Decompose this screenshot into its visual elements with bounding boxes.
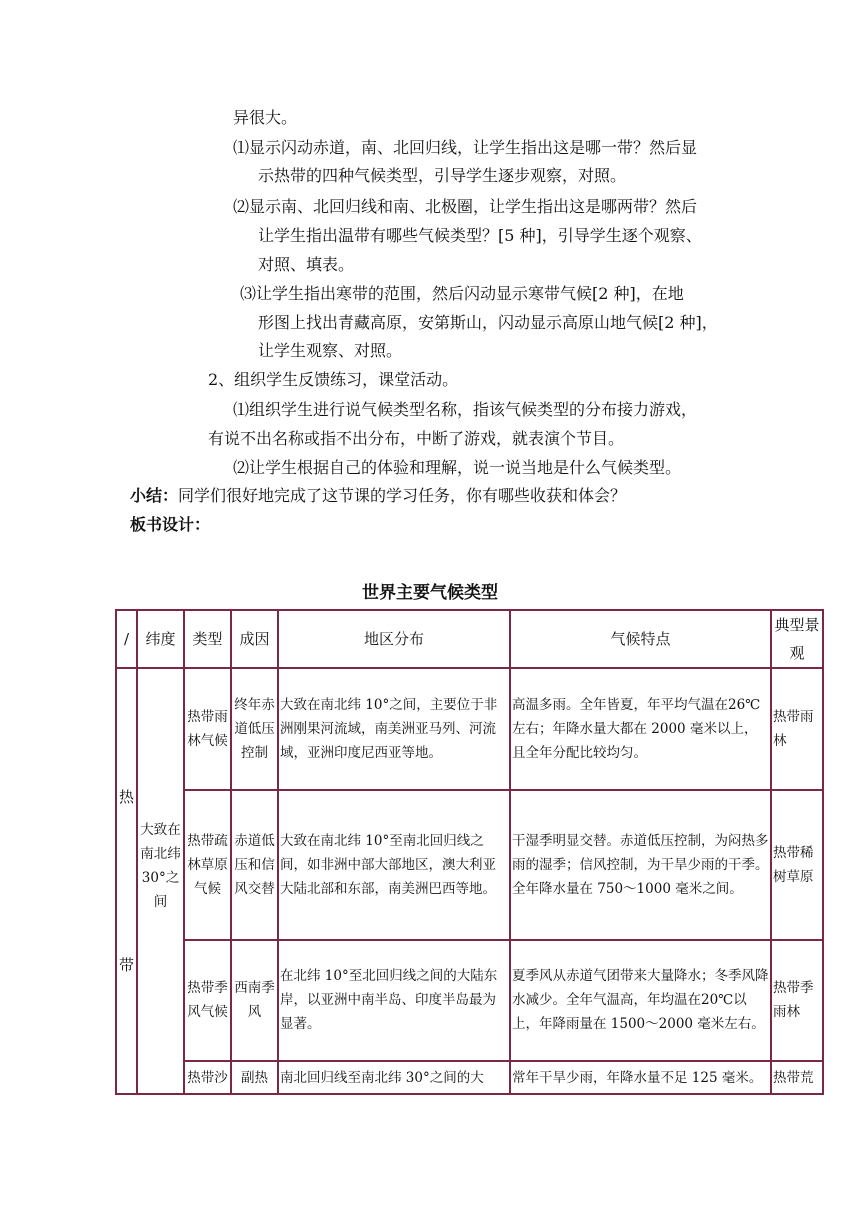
row-features: 夏季风从赤道气团带来大量降水；冬季风降水减少。全年气温高，年均温在20℃以上，年降雨量在 1500～2000 毫米左右。 [510, 940, 771, 1061]
table-row [116, 1061, 823, 1094]
zone-latitude-text: 大致在南北纬30°之间 [140, 822, 181, 910]
table-header-row [116, 610, 823, 668]
row-type: 热带季风气候 [184, 940, 231, 1061]
header-latitude: 纬度 [137, 610, 184, 668]
climate-table [115, 609, 824, 1095]
header-region: 地区分布 [278, 610, 510, 668]
header-cause: 成因 [231, 610, 278, 668]
body-line: 对照、填表。 [258, 255, 355, 274]
header-features: 气候特点 [510, 610, 771, 668]
zone-label-second: 带 [118, 956, 134, 974]
body-line: ⑶让学生指出寒带的范围，然后闪动显示寒带气候[2 种]，在地 [240, 284, 684, 303]
body-line: 2、组织学生反馈练习，课堂活动。 [208, 370, 459, 389]
row-cause: 赤道低压和信风交替 [231, 790, 278, 939]
climate-zone-label [116, 668, 137, 1094]
row-landscape: 热带季雨林 [771, 940, 823, 1061]
header-type: 类型 [184, 610, 231, 668]
zone-latitude [137, 668, 184, 1094]
table-row [116, 940, 823, 1061]
row-landscape: 热带荒 [771, 1061, 823, 1094]
row-type: 热带沙 [184, 1061, 231, 1094]
body-line: ⑴组织学生进行说气候类型名称，指该气候类型的分布接力游戏， [233, 400, 698, 419]
summary-text: 同学们很好地完成了这节课的学习任务，你有哪些收获和体会？ [178, 486, 627, 505]
header-slash: / [116, 610, 137, 668]
body-line: 示热带的四种气候类型，引导学生逐步观察，对照。 [258, 166, 627, 185]
row-region: 大致在南北纬 10°至南北回归线之间，如非洲中部大部地区，澳大利亚大陆北部和东部，南美洲巴西等地。 [278, 790, 510, 939]
zone-label-first: 热 [118, 788, 134, 806]
board-design-label: 板书设计： [130, 515, 211, 534]
body-line: 让学生观察、对照。 [258, 341, 403, 360]
body-line: ⑵让学生根据自己的体验和理解，说一说当地是什么气候类型。 [233, 458, 682, 477]
row-landscape: 热带雨林 [771, 668, 823, 790]
row-region: 南北回归线至南北纬 30°之间的大 [278, 1061, 510, 1094]
row-features: 高温多雨。全年皆夏，年平均气温在26℃左右；年降水量大都在 2000 毫米以上，且全年分配比较均匀。 [510, 668, 771, 790]
row-type: 热带疏林草原气候 [184, 790, 231, 939]
row-features: 常年干旱少雨，年降水量不足 125 毫米。 [510, 1061, 771, 1094]
body-line: 异很大。 [233, 108, 298, 127]
row-region: 在北纬 10°至北回归线之间的大陆东岸，以亚洲中南半岛、印度半岛最为显著。 [278, 940, 510, 1061]
body-line: ⑴显示闪动赤道，南、北回归线，让学生指出这是哪一带？然后显 [233, 138, 698, 157]
row-cause: 终年赤道低压控制 [231, 668, 278, 790]
row-cause: 副热 [231, 1061, 278, 1094]
table-row [116, 790, 823, 939]
table-row [116, 668, 823, 790]
row-type: 热带雨林气候 [184, 668, 231, 790]
table-title: 世界主要气候类型 [362, 583, 498, 603]
body-line: 有说不出名称或指不出分布，中断了游戏，就表演个节目。 [208, 429, 625, 448]
row-cause: 西南季风 [231, 940, 278, 1061]
row-region: 大致在南北纬 10°之间，主要位于非洲刚果河流域，南美洲亚马列、河流域，亚洲印度尼西亚等地。 [278, 668, 510, 790]
summary-label: 小结： [130, 486, 179, 505]
header-landscape: 典型景观 [771, 610, 823, 668]
body-line: ⑵显示南、北回归线和南、北极圈，让学生指出这是哪两带？然后 [233, 197, 698, 216]
row-features: 干湿季明显交替。赤道低压控制，为闷热多雨的湿季；信风控制，为干旱少雨的干季。全年降水量在 750～1000 毫米之间。 [510, 790, 771, 939]
row-landscape: 热带稀树草原 [771, 790, 823, 939]
body-line: 形图上找出青藏高原，安第斯山，闪动显示高原山地气候[2 种]， [258, 313, 718, 332]
summary [130, 486, 626, 506]
body-line: 让学生指出温带有哪些气候类型？[5 种]，引导学生逐个观察、 [258, 226, 702, 245]
